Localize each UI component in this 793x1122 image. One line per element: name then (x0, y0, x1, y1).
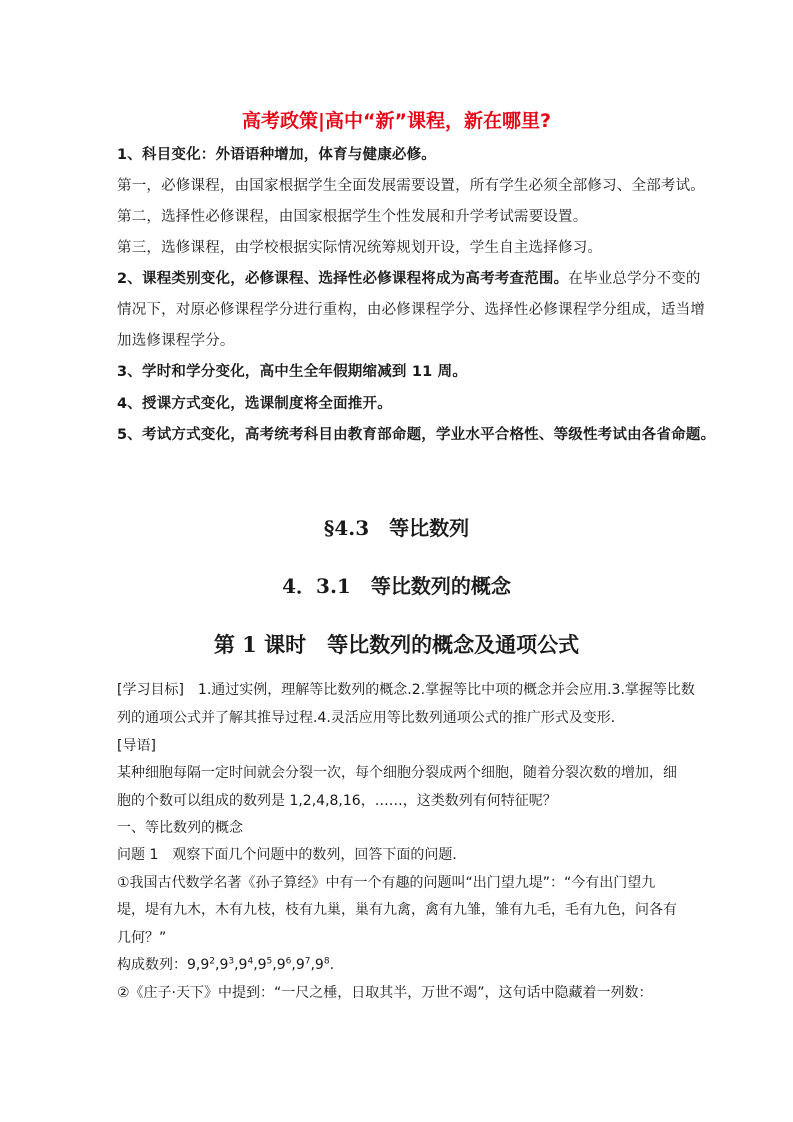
sequence-separator: ,9 (272, 957, 286, 973)
intro-line2: 胞的个数可以组成的数列是 1,2,4,8,16，……，这类数列有何特征呢？ (117, 793, 557, 809)
sequence-exponent: 6 (285, 956, 292, 967)
notice-item-2-rest: 在毕业总学分不变的 (568, 271, 701, 287)
notice-item-3: 3、学时和学分变化，高中生全年假期缩减到 11 周。 (117, 364, 468, 380)
learning-goals-line1: [学习目标] 1.通过实例，理解等比数列的概念.2.掌握等比中项的概念并会应用.3.掌握等比数 (117, 682, 695, 698)
question-1: 问题 1 观察下面几个问题中的数列，回答下面的问题． (117, 847, 467, 863)
part-heading: 一、等比数列的概念 (117, 820, 243, 836)
notice-item-2-bold: 2、课程类别变化，必修课程、选择性必修课程将成为高考考查范围。 (117, 271, 569, 287)
notice-paragraph-compulsory: 第一，必修课程，由国家根据学生全面发展需要设置，所有学生必须全部修习、全部考试。 (117, 178, 705, 194)
example-2-line1: ②《庄子·天下》中提到：“一尺之棰，日取其半，万世不竭”，这句话中隐藏着一列数： (117, 985, 653, 1001)
notice-paragraph-elective: 第三，选修课程，由学校根据实际情况统筹规划开设，学生自主选择修习。 (117, 240, 603, 256)
sequence-end: . (329, 957, 335, 973)
section-heading: §4.3 等比数列 (323, 516, 470, 540)
sequence-line (117, 955, 334, 975)
subsection-heading: 4．3.1 等比数列的概念 (282, 574, 511, 598)
sequence-exponent: 2 (209, 956, 215, 967)
sequence-exponent: 3 (228, 956, 235, 967)
notice-item-4: 4、授课方式变化，选课制度将全面推开。 (117, 396, 392, 412)
notice-item-2-line2: 情况下，对原必修课程学分进行重构，由必修课程学分、选择性必修课程学分组成，适当增 (117, 302, 705, 318)
lesson-title: 第 1 课时 等比数列的概念及通项公式 (213, 632, 580, 657)
sequence-separator: ,9 (310, 957, 324, 973)
notice-item-2-line3: 加选修课程学分。 (117, 333, 235, 349)
intro-line1: 某种细胞每隔一定时间就会分裂一次，每个细胞分裂成两个细胞，随着分裂次数的增加，细 (117, 765, 677, 781)
sequence-separator: ,9 (253, 957, 267, 973)
sequence-prefix: 构成数列：9,9 (117, 957, 210, 973)
sequence-exponent: 4 (247, 956, 254, 967)
sequence-separator: ,9 (215, 957, 229, 973)
notice-item-5: 5、考试方式变化，高考统考科目由教育部命题，学业水平合格性、等级性考试由各省命题。 (117, 427, 716, 443)
example-1-line3: 几何？” (117, 930, 167, 946)
notice-title: 高考政策|高中“新”课程，新在哪里? (242, 110, 551, 132)
sequence-exponent: 5 (266, 956, 273, 967)
sequence-exponent: 8 (323, 956, 330, 967)
notice-item-1: 1、科目变化：外语语种增加，体育与健康必修。 (117, 147, 436, 163)
example-1-line1: ①我国古代数学名著《孙子算经》中有一个有趣的问题叫“出门望九堤”：“今有出门望九 (117, 875, 656, 891)
learning-goals-line2: 列的通项公式并了解其推导过程.4.灵活应用等比数列通项公式的推广形式及变形． (117, 710, 625, 726)
sequence-separator: ,9 (291, 957, 305, 973)
notice-item-2 (117, 269, 701, 289)
sequence-exponent: 7 (304, 956, 311, 967)
notice-paragraph-elective-required: 第二，选择性必修课程，由国家根据学生个性发展和升学考试需要设置。 (117, 209, 588, 225)
intro-label: [导语] (117, 738, 156, 754)
example-1-line2: 堤，堤有九木，木有九枝，枝有九巢，巢有九禽，禽有九雏，雏有九毛，毛有九色，问各有 (117, 902, 677, 918)
sequence-separator: ,9 (234, 957, 248, 973)
